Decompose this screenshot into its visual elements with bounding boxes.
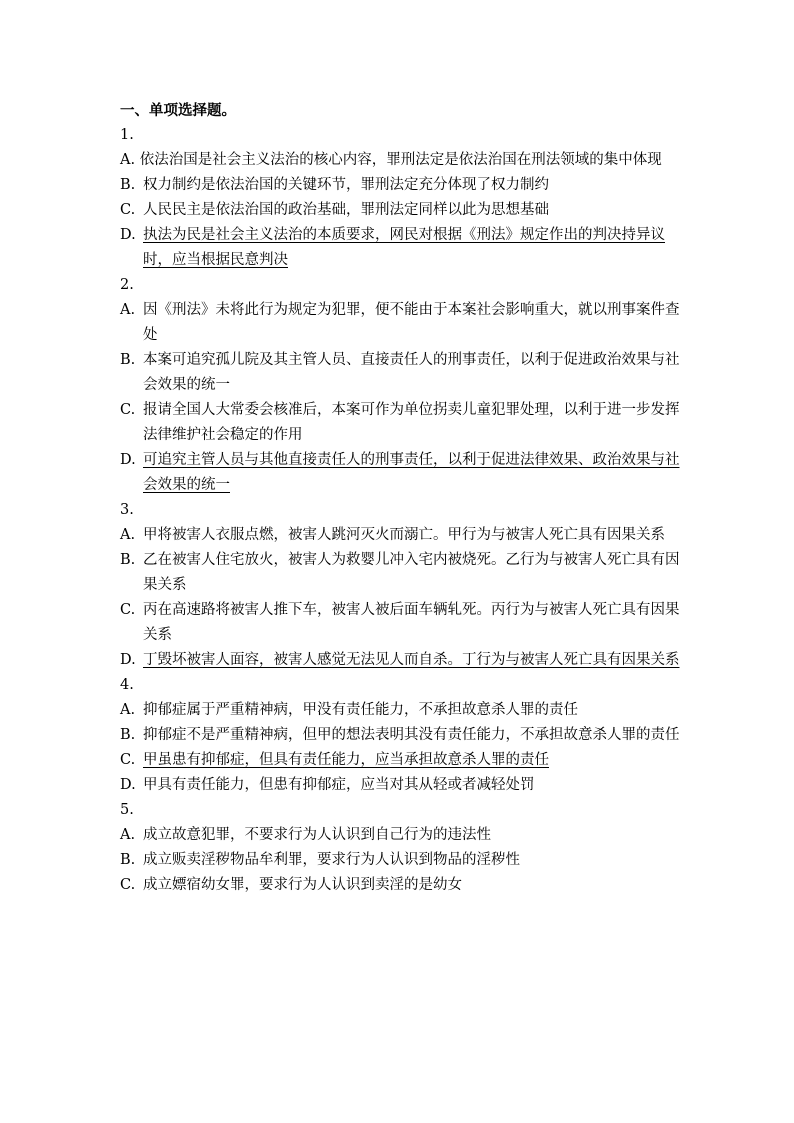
option-text: 丙在高速路将被害人推下车，被害人被后面车辆轧死。丙行为与被害人死亡具有因果关系 xyxy=(143,602,680,643)
option-text: 成立故意犯罪，不要求行为人认识到自己行为的违法性 xyxy=(143,827,491,843)
option-b xyxy=(120,848,680,873)
option-c-answer xyxy=(120,748,680,773)
option-c xyxy=(120,873,680,898)
option-letter: A. xyxy=(120,827,136,843)
option-letter: A. xyxy=(120,527,136,543)
document-content xyxy=(120,98,680,898)
option-text: 成立贩卖淫秽物品牟利罪，要求行为人认识到物品的淫秽性 xyxy=(143,852,520,868)
question-number: 1. xyxy=(120,127,134,143)
section-title: 一、单项选择题。 xyxy=(120,102,236,119)
option-b xyxy=(120,723,680,748)
option-text: 本案可追究孤儿院及其主管人员、直接责任人的刑事责任，以利于促进政治效果与社会效果的统一 xyxy=(143,352,680,393)
option-b xyxy=(120,348,680,398)
option-letter: C. xyxy=(120,877,136,893)
option-letter: A. xyxy=(120,702,136,718)
question-number: 3. xyxy=(120,502,134,518)
option-letter: B. xyxy=(120,852,136,868)
option-c xyxy=(120,398,680,448)
option-letter: A. xyxy=(120,302,136,318)
option-letter: D. xyxy=(120,652,136,668)
option-text: 甲虽患有抑郁症，但具有责任能力，应当承担故意杀人罪的责任 xyxy=(143,752,549,768)
option-letter: D. xyxy=(120,777,136,793)
option-letter: C. xyxy=(120,202,136,218)
option-text: 成立嫖宿幼女罪，要求行为人认识到卖淫的是幼女 xyxy=(143,877,462,893)
option-a xyxy=(120,298,680,348)
question-number: 5. xyxy=(120,802,134,818)
question-number: 4. xyxy=(120,677,134,693)
option-letter: B. xyxy=(120,552,136,568)
option-a xyxy=(120,148,680,173)
option-b xyxy=(120,173,680,198)
option-text: 人民民主是依法治国的政治基础，罪刑法定同样以此为思想基础 xyxy=(143,202,549,218)
option-d-answer xyxy=(120,648,680,673)
option-text: 依法治国是社会主义法治的核心内容，罪刑法定是依法治国在刑法领域的集中体现 xyxy=(139,152,662,168)
option-text: 权力制约是依法治国的关键环节，罪刑法定充分体现了权力制约 xyxy=(143,177,549,193)
option-a xyxy=(120,823,680,848)
option-text: 抑郁症不是严重精神病，但甲的想法表明其没有责任能力，不承担故意杀人罪的责任 xyxy=(143,727,680,743)
option-text: 丁毁坏被害人面容，被害人感觉无法见人而自杀。丁行为与被害人死亡具有因果关系 xyxy=(143,652,680,668)
option-letter: D. xyxy=(120,227,136,243)
option-letter: C. xyxy=(120,402,136,418)
option-text: 因《刑法》未将此行为规定为犯罪，便不能由于本案社会影响重大，就以刑事案件查处 xyxy=(143,302,680,343)
option-letter: B. xyxy=(120,352,136,368)
option-d xyxy=(120,773,680,798)
option-letter: D. xyxy=(120,452,136,468)
option-text: 可追究主管人员与其他直接责任人的刑事责任，以利于促进法律效果、政治效果与社会效果的统一 xyxy=(143,452,680,493)
option-text: 执法为民是社会主义法治的本质要求，网民对根据《刑法》规定作出的判决持异议时，应当根据民意判决 xyxy=(143,227,665,268)
option-letter: B. xyxy=(120,727,136,743)
option-letter: C. xyxy=(120,602,136,618)
option-a xyxy=(120,523,680,548)
option-text: 甲具有责任能力，但患有抑郁症，应当对其从轻或者减轻处罚 xyxy=(143,777,535,793)
option-b xyxy=(120,548,680,598)
question-number: 2. xyxy=(120,277,134,293)
option-d-answer xyxy=(120,448,680,498)
option-letter: C. xyxy=(120,752,136,768)
option-letter: B. xyxy=(120,177,136,193)
option-text: 乙在被害人住宅放火，被害人为救婴儿冲入宅内被烧死。乙行为与被害人死亡具有因果关系 xyxy=(143,552,680,593)
option-c xyxy=(120,598,680,648)
option-a xyxy=(120,698,680,723)
option-text: 报请全国人大常委会核准后，本案可作为单位拐卖儿童犯罪处理，以利于进一步发挥法律维护社会稳定的作用 xyxy=(143,402,680,443)
option-letter: A. xyxy=(120,152,136,168)
option-text: 抑郁症属于严重精神病，甲没有责任能力，不承担故意杀人罪的责任 xyxy=(143,702,578,718)
option-c xyxy=(120,198,680,223)
option-text: 甲将被害人衣服点燃，被害人跳河灭火而溺亡。甲行为与被害人死亡具有因果关系 xyxy=(143,527,665,543)
option-d-answer xyxy=(120,223,680,273)
